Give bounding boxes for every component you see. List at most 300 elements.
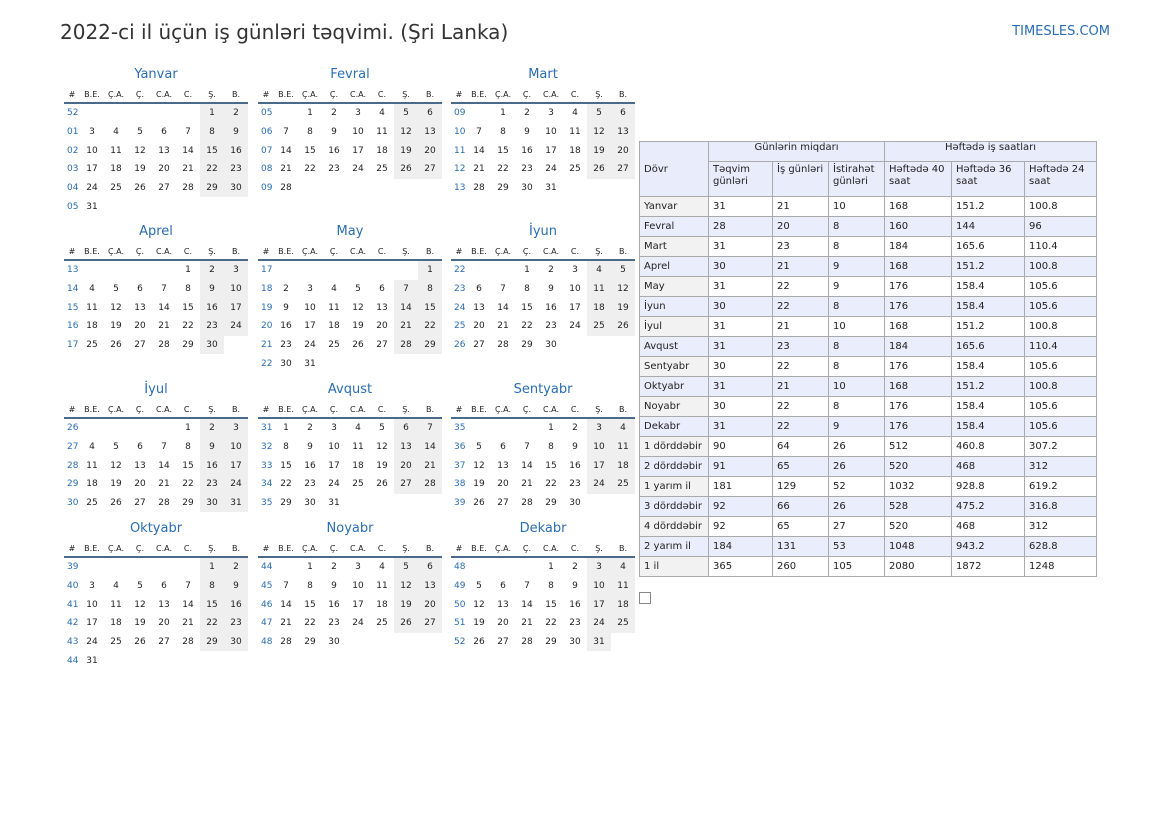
table-cell: 23: [773, 237, 829, 257]
day-cell: 10: [224, 438, 248, 457]
weekday-header: B.E.: [274, 243, 298, 260]
day-cell: 18: [611, 456, 635, 475]
week-number: 46: [261, 599, 273, 610]
day-cell: 29: [497, 183, 509, 194]
day-cell: 26: [394, 614, 418, 633]
day-cell: 2: [224, 103, 248, 123]
weekday-header: C.: [370, 540, 394, 557]
day-cell: [611, 633, 635, 652]
day-cell: 29: [182, 498, 194, 509]
day-cell: 13: [134, 460, 146, 471]
day-cell: 29: [545, 498, 557, 509]
week-number: 05: [67, 201, 79, 212]
day-cell: 20: [473, 321, 485, 332]
day-cell: 25: [352, 479, 364, 490]
weekday-header: Ç.: [322, 540, 346, 557]
table-cell: 365: [709, 557, 773, 577]
day-cell: 15: [182, 302, 194, 313]
day-cell: 12: [611, 280, 635, 299]
weekday-header: C.A.: [346, 243, 370, 260]
table-cell: 168: [885, 197, 952, 217]
day-cell: [370, 354, 394, 373]
days-group-header: Günlərin miqdarı: [709, 142, 885, 162]
table-cell: 316.8: [1025, 497, 1097, 517]
day-cell: 3: [355, 108, 361, 119]
day-cell: 27: [134, 498, 146, 509]
weekday-header: C.: [563, 243, 587, 260]
column-header: İstirahət günləri: [829, 162, 885, 197]
weekday-header: Ş.: [587, 86, 611, 103]
day-cell: 9: [572, 581, 578, 592]
week-number: 48: [454, 562, 466, 573]
day-cell: 8: [418, 280, 442, 299]
day-cell: 23: [569, 618, 581, 629]
day-cell: 26: [473, 498, 485, 509]
table-cell: 10: [829, 197, 885, 217]
week-number: 17: [67, 340, 79, 351]
day-cell: 20: [158, 164, 170, 175]
day-cell: 27: [473, 340, 485, 351]
day-cell: 7: [524, 581, 530, 592]
week-row: [258, 354, 442, 373]
day-cell: 5: [137, 581, 143, 592]
day-cell: [418, 179, 442, 198]
week-number: 43: [67, 637, 79, 648]
day-cell: [104, 103, 128, 123]
day-cell: 4: [113, 127, 119, 138]
day-cell: 14: [280, 599, 292, 610]
week-row: [64, 298, 248, 317]
week-row: [64, 103, 248, 123]
day-cell: 23: [304, 479, 316, 490]
week-number: 18: [261, 284, 273, 295]
day-cell: 18: [376, 145, 388, 156]
weekday-header: C.A.: [539, 86, 563, 103]
weekday-header: B.E.: [274, 86, 298, 103]
day-cell: 26: [134, 183, 146, 194]
day-cell: 31: [328, 498, 340, 509]
day-cell: 17: [328, 460, 340, 471]
weekday-header: #: [451, 86, 467, 103]
site-link[interactable]: TIMESLES.COM: [1012, 24, 1110, 39]
day-cell: 13: [376, 302, 388, 313]
day-cell: [104, 197, 128, 216]
week-row: [258, 418, 442, 438]
week-number: 35: [454, 423, 466, 434]
weekday-header: B.: [418, 540, 442, 557]
day-cell: 14: [158, 302, 170, 313]
day-cell: 7: [161, 442, 167, 453]
week-number: 36: [454, 442, 466, 453]
table-cell: 160: [885, 217, 952, 237]
table-cell: 96: [1025, 217, 1097, 237]
table-cell: 168: [885, 317, 952, 337]
day-cell: 2: [307, 423, 313, 434]
day-cell: 10: [587, 577, 611, 596]
day-cell: 10: [352, 127, 364, 138]
day-cell: [152, 197, 176, 216]
weekday-header: Ş.: [587, 243, 611, 260]
week-number: 28: [67, 460, 79, 471]
table-row: [640, 197, 1097, 217]
day-cell: 5: [587, 103, 611, 123]
month-name: Yanvar: [134, 67, 178, 82]
day-cell: 27: [158, 637, 170, 648]
day-cell: [394, 494, 418, 513]
day-cell: 12: [394, 123, 418, 142]
day-cell: 20: [158, 618, 170, 629]
day-cell: [418, 633, 442, 652]
day-cell: 12: [473, 599, 485, 610]
day-cell: 19: [134, 618, 146, 629]
day-cell: 6: [611, 103, 635, 123]
day-cell: 25: [110, 637, 122, 648]
day-cell: [515, 418, 539, 438]
weekday-header: C.: [370, 401, 394, 418]
week-number: 23: [454, 284, 466, 295]
week-row: [451, 494, 635, 513]
weekday-header: Ç.A.: [491, 540, 515, 557]
day-cell: 12: [394, 577, 418, 596]
week-number: 03: [67, 164, 79, 175]
week-row: [64, 614, 248, 633]
day-cell: 15: [200, 595, 224, 614]
table-cell: 520: [885, 517, 952, 537]
day-cell: [394, 633, 418, 652]
week-number: 52: [454, 637, 466, 648]
week-number: 29: [67, 479, 79, 490]
table-cell: 28: [709, 217, 773, 237]
weekday-header: #: [64, 401, 80, 418]
day-cell: 3: [572, 265, 578, 276]
table-cell: 144: [952, 217, 1025, 237]
table-cell: 23: [773, 337, 829, 357]
week-row: [64, 633, 248, 652]
weekday-header: B.E.: [467, 401, 491, 418]
day-cell: 9: [224, 123, 248, 142]
day-cell: 30: [304, 498, 316, 509]
day-cell: 11: [86, 302, 98, 313]
weekday-header: Ç.A.: [298, 86, 322, 103]
month-name: İyul: [144, 382, 168, 397]
checkbox[interactable]: [639, 592, 651, 604]
weekday-header: C.A.: [152, 401, 176, 418]
day-cell: 4: [89, 442, 95, 453]
day-cell: 25: [376, 164, 388, 175]
table-cell: 184: [885, 337, 952, 357]
day-cell: 27: [418, 614, 442, 633]
day-cell: 24: [587, 614, 611, 633]
week-row: [64, 141, 248, 160]
day-cell: 30: [569, 637, 581, 648]
table-row: [640, 457, 1097, 477]
day-cell: 7: [524, 442, 530, 453]
day-cell: 17: [352, 599, 364, 610]
day-cell: 12: [110, 302, 122, 313]
table-cell: 66: [773, 497, 829, 517]
table-row: [640, 497, 1097, 517]
day-cell: 9: [200, 280, 224, 299]
day-cell: 13: [418, 123, 442, 142]
week-row: [258, 123, 442, 142]
table-cell: 22: [773, 357, 829, 377]
table-row: [640, 337, 1097, 357]
week-row: [258, 160, 442, 179]
day-cell: 3: [331, 423, 337, 434]
day-cell: [346, 633, 370, 652]
day-cell: 16: [521, 145, 533, 156]
day-cell: [346, 494, 370, 513]
day-cell: 4: [611, 557, 635, 577]
table-cell: 26: [829, 437, 885, 457]
day-cell: 4: [113, 581, 119, 592]
day-cell: [152, 557, 176, 577]
weekday-header: C.A.: [346, 401, 370, 418]
weekday-header: B.: [418, 86, 442, 103]
weekday-header: Ç.A.: [104, 401, 128, 418]
week-number: 20: [261, 321, 273, 332]
column-header: Həftədə 24 saat: [1025, 162, 1097, 197]
day-cell: 9: [331, 581, 337, 592]
month-name: Mart: [528, 67, 558, 82]
table-cell: 181: [709, 477, 773, 497]
week-number: 39: [454, 498, 466, 509]
day-cell: [200, 651, 224, 670]
day-cell: [322, 179, 346, 198]
day-cell: 27: [394, 475, 418, 494]
week-number: 16: [67, 321, 79, 332]
day-cell: [394, 179, 418, 198]
week-number: 26: [454, 340, 466, 351]
month-name: Fevral: [330, 67, 370, 82]
month-calendar: [258, 518, 442, 651]
day-cell: 11: [569, 127, 581, 138]
table-cell: 100.8: [1025, 197, 1097, 217]
period-label: 2 dörddəbir: [640, 457, 709, 477]
day-cell: 19: [376, 460, 388, 471]
week-number: 22: [261, 358, 273, 369]
week-number: 48: [261, 637, 273, 648]
table-cell: 30: [709, 397, 773, 417]
day-cell: 3: [307, 284, 313, 295]
weekday-header: Ş.: [200, 540, 224, 557]
day-cell: 17: [86, 164, 98, 175]
weekday-header: Ç.: [515, 86, 539, 103]
day-cell: 15: [545, 599, 557, 610]
day-cell: [152, 651, 176, 670]
week-row: [258, 614, 442, 633]
weekday-header: #: [451, 540, 467, 557]
day-cell: 5: [113, 442, 119, 453]
week-number: 09: [454, 108, 466, 119]
week-number: 21: [261, 340, 273, 351]
table-cell: 176: [885, 277, 952, 297]
day-cell: [491, 260, 515, 280]
day-cell: 21: [182, 618, 194, 629]
day-cell: 3: [548, 108, 554, 119]
period-label: Mart: [640, 237, 709, 257]
day-cell: 21: [280, 164, 292, 175]
table-cell: 91: [709, 457, 773, 477]
week-number: 52: [67, 108, 79, 119]
week-number: 50: [454, 599, 466, 610]
day-cell: 27: [497, 637, 509, 648]
weekday-header: Ç.: [128, 243, 152, 260]
day-cell: 18: [611, 595, 635, 614]
day-cell: 8: [307, 581, 313, 592]
table-cell: 31: [709, 337, 773, 357]
day-cell: 7: [185, 127, 191, 138]
week-row: [64, 456, 248, 475]
weekday-header: C.A.: [152, 86, 176, 103]
period-label: 3 dörddəbir: [640, 497, 709, 517]
weekday-header: #: [258, 243, 274, 260]
day-cell: 24: [587, 475, 611, 494]
week-row: [258, 494, 442, 513]
day-cell: 10: [224, 280, 248, 299]
day-cell: 15: [182, 460, 194, 471]
table-cell: 20: [773, 217, 829, 237]
week-row: [258, 475, 442, 494]
day-cell: 18: [587, 298, 611, 317]
day-cell: [80, 557, 104, 577]
period-label: 4 dörddəbir: [640, 517, 709, 537]
day-cell: 18: [86, 321, 98, 332]
day-cell: 21: [280, 618, 292, 629]
table-cell: 928.8: [952, 477, 1025, 497]
day-cell: 1: [185, 423, 191, 434]
day-cell: [104, 260, 128, 280]
day-cell: [611, 336, 635, 355]
day-cell: 9: [331, 127, 337, 138]
day-cell: 26: [473, 637, 485, 648]
month-calendar: [258, 379, 442, 512]
month-calendar: [451, 64, 635, 197]
day-cell: 29: [200, 633, 224, 652]
day-cell: [274, 260, 298, 280]
day-cell: 9: [283, 302, 289, 313]
day-cell: 24: [569, 321, 581, 332]
day-cell: 31: [224, 494, 248, 513]
day-cell: 28: [521, 637, 533, 648]
day-cell: 7: [394, 280, 418, 299]
day-cell: 21: [158, 479, 170, 490]
table-cell: 1048: [885, 537, 952, 557]
day-cell: 6: [379, 284, 385, 295]
day-cell: 21: [158, 321, 170, 332]
weekday-header: C.A.: [539, 401, 563, 418]
day-cell: [370, 633, 394, 652]
day-cell: 28: [158, 498, 170, 509]
month-name: İyun: [528, 224, 557, 239]
table-cell: 158.4: [952, 417, 1025, 437]
day-cell: 25: [611, 475, 635, 494]
day-cell: 31: [304, 358, 316, 369]
day-cell: 2: [572, 562, 578, 573]
day-cell: 20: [497, 479, 509, 490]
table-cell: 64: [773, 437, 829, 457]
day-cell: 10: [86, 145, 98, 156]
day-cell: 27: [134, 340, 146, 351]
day-cell: 25: [86, 340, 98, 351]
day-cell: 5: [355, 284, 361, 295]
period-label: Dekabr: [640, 417, 709, 437]
weekday-header: B.: [611, 540, 635, 557]
day-cell: [176, 103, 200, 123]
day-cell: 5: [394, 103, 418, 123]
week-row: [451, 123, 635, 142]
day-cell: 22: [521, 321, 533, 332]
day-cell: [467, 260, 491, 280]
day-cell: [515, 557, 539, 577]
day-cell: 3: [355, 562, 361, 573]
day-cell: 6: [161, 127, 167, 138]
day-cell: 28: [418, 475, 442, 494]
week-number: 33: [261, 460, 273, 471]
week-number: 44: [261, 562, 273, 573]
week-number: 19: [261, 302, 273, 313]
table-cell: 30: [709, 297, 773, 317]
table-cell: 21: [773, 257, 829, 277]
day-cell: [370, 179, 394, 198]
weekday-header: C.: [563, 86, 587, 103]
table-cell: 10: [829, 317, 885, 337]
weekday-header: C.: [176, 243, 200, 260]
day-cell: 8: [200, 123, 224, 142]
weekday-header: Ç.: [515, 540, 539, 557]
week-row: [64, 557, 248, 577]
table-cell: 31: [709, 377, 773, 397]
week-number: 42: [67, 618, 79, 629]
day-cell: 12: [352, 302, 364, 313]
table-cell: 312: [1025, 457, 1097, 477]
day-cell: 11: [352, 442, 364, 453]
week-row: [64, 260, 248, 280]
day-cell: 7: [185, 581, 191, 592]
week-row: [451, 260, 635, 280]
day-cell: 20: [376, 321, 388, 332]
day-cell: 22: [200, 160, 224, 179]
day-cell: 19: [473, 479, 485, 490]
day-cell: 9: [307, 442, 313, 453]
day-cell: 22: [304, 618, 316, 629]
day-cell: 2: [524, 108, 530, 119]
week-row: [64, 438, 248, 457]
day-cell: 19: [394, 141, 418, 160]
table-cell: 22: [773, 297, 829, 317]
day-cell: 3: [224, 418, 248, 438]
day-cell: 1: [548, 423, 554, 434]
day-cell: 23: [280, 340, 292, 351]
day-cell: 30: [224, 633, 248, 652]
day-cell: 23: [200, 317, 224, 336]
day-cell: [370, 494, 394, 513]
month-name: Avqust: [327, 382, 373, 397]
day-cell: 15: [497, 145, 509, 156]
day-cell: 15: [200, 141, 224, 160]
weekday-header: Ş.: [200, 401, 224, 418]
day-cell: 26: [110, 340, 122, 351]
day-cell: 17: [569, 302, 581, 313]
table-cell: 468: [952, 517, 1025, 537]
day-cell: 26: [352, 340, 364, 351]
day-cell: 8: [283, 442, 289, 453]
day-cell: 4: [89, 284, 95, 295]
day-cell: 16: [280, 321, 292, 332]
day-cell: [176, 197, 200, 216]
day-cell: 29: [200, 179, 224, 198]
week-row: [258, 103, 442, 123]
